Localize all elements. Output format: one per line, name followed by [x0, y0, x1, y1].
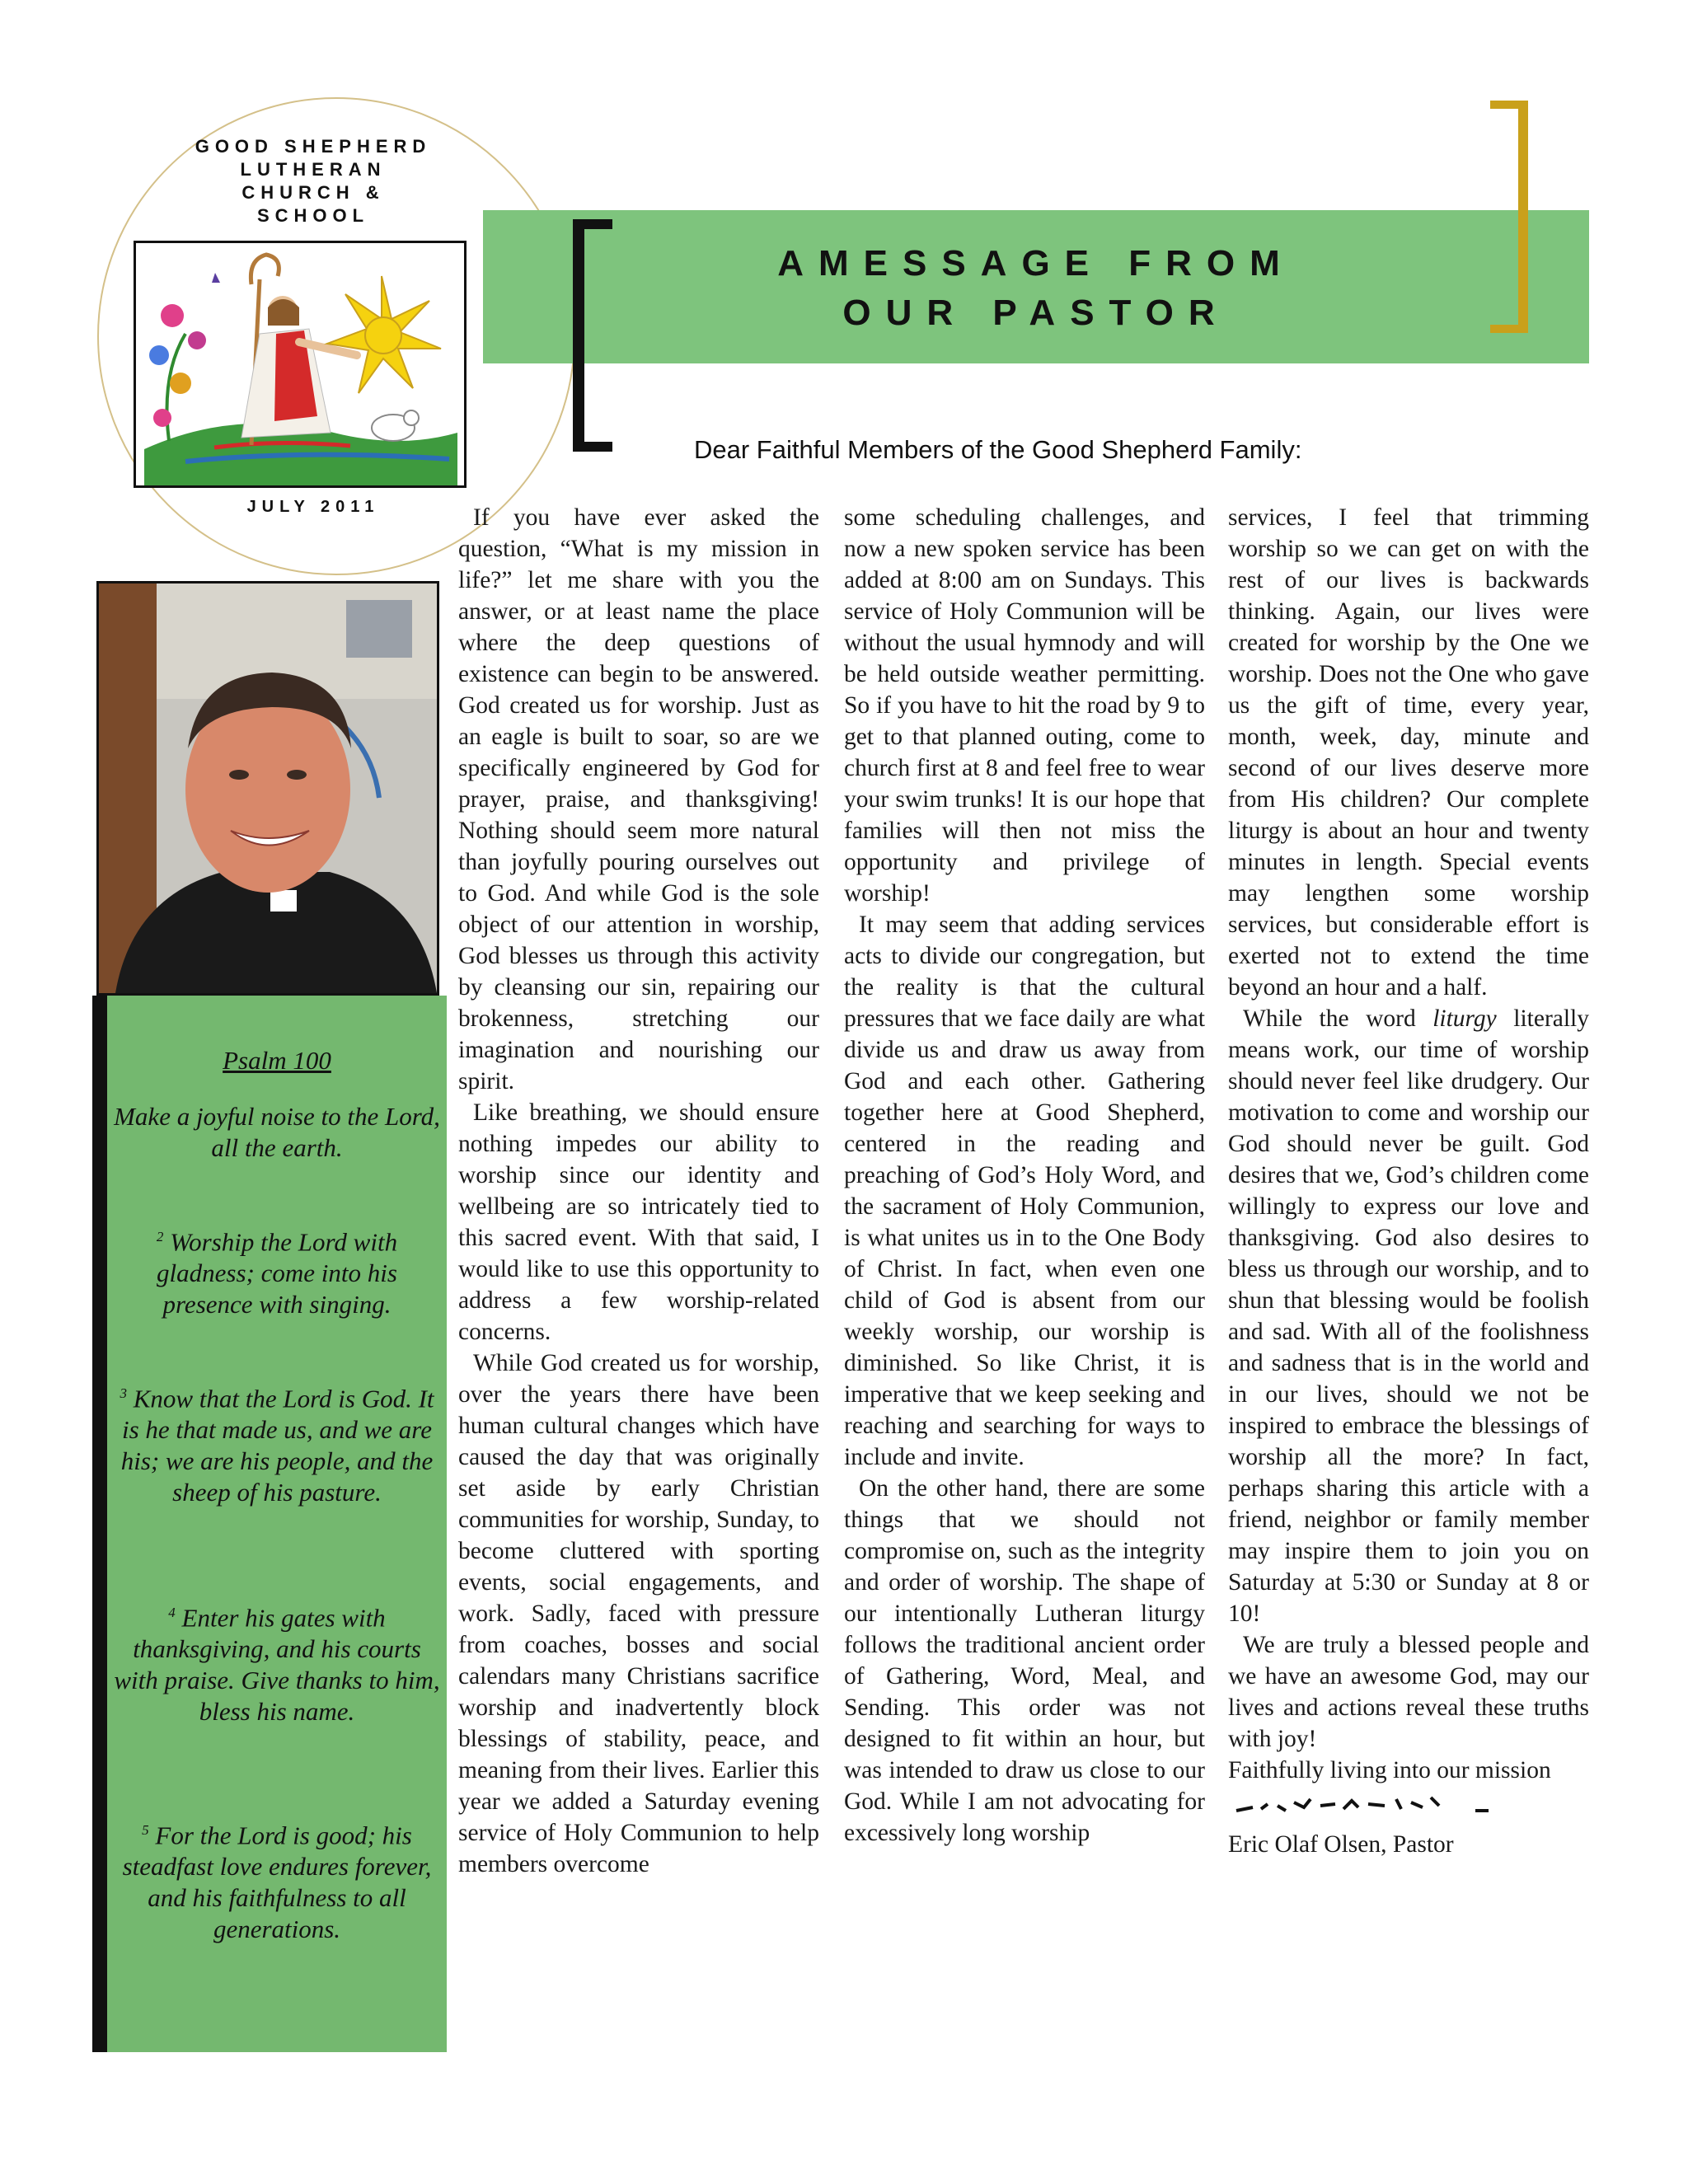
psalm-verse-2 — [114, 1221, 440, 1320]
greeting: Dear Faithful Members of the Good Shepherd Family: — [694, 435, 1302, 464]
pastor-signoff: Eric Olaf Olsen, Pastor — [1228, 1831, 1454, 1858]
verse-number: 2 — [156, 1229, 164, 1244]
left-bracket-ornament — [573, 219, 612, 452]
paragraph: It may seem that adding services acts to divide our congregation, but the reality is that the cultural pressures that we face daily are what divide us and draw us away from God and each other. Gathering together here at Good Shepherd, centered in the reading and preaching of God’s Holy Word, and the sacrament of Holy Communion, is what unites us in to the One Body of Christ. In fact, when even one child of God is absent from our weekly worship, our worship is diminished. So like Christ, it is imperative that we keep seeking and reaching and searching for ways to include and invite. — [844, 912, 1205, 1470]
verse-text: Enter his gates with thanksgiving, and his courts with praise. Give thanks to him, bless his name. — [114, 1603, 440, 1727]
psalm-verse-5 — [114, 1815, 440, 1945]
psalm-verse-4 — [114, 1597, 440, 1727]
psalm-verse-1 — [114, 1101, 440, 1164]
closing-line: Faithfully living into our mission — [1228, 1757, 1551, 1783]
verse-text: Know that the Lord is God. It is he that made us, and we are his; we are his people, and the sheep of his pasture. — [120, 1384, 434, 1507]
paragraph: services, I feel that trimming worship so we can get on with the rest of our lives is backwards thinking. Again, our lives were created for worship by the One we worship. Does not the One who gave us the gift of time, every year, month, week, day, minute and second of our lives deserve more from His children? Our complete liturgy is about an hour and twenty minutes in length. Special events may lengthen some worship services, but considerable effort is exerted not to extend the time beyond an hour and a half. — [1228, 504, 1589, 1001]
psalm-sidebar — [92, 996, 447, 2052]
verse-text: For the Lord is good; his steadfast love endures forever, and his faithfulness to all generations. — [122, 1821, 432, 1944]
article-column-2 — [844, 502, 1205, 1849]
psalm-verse-3 — [114, 1378, 440, 1508]
paragraph-text: literally means work, our time of worship should never feel like drudgery. Our motivation to come and worship our God should never be guilt. God desires that we, God’s children come willingly to express our love and thanksgiving. God also desires to bless us through our worship, and to shun that blessing would be foolish and sad. With all of the foolishness and sadness that is in the world and in our lives, should we not be inspired to embrace the blessings of worship all the more? In fact, perhaps sharing this article with a friend, neighbor or family member may inspire them to join you on Saturday at 5:30 or Sunday at 8 or 10! — [1228, 1005, 1590, 1627]
banner-title-line1: AMESSAGE FROM — [777, 243, 1295, 284]
paragraph: Like breathing, we should ensure nothing impedes our ability to worship since our identity and wellbeing are so intricately tied to this sacred event. With that said, I would like to use this opportunity to address a few worship-related concerns. — [458, 1099, 819, 1345]
paragraph-text: While the word — [1243, 1005, 1433, 1032]
right-bracket-ornament — [1490, 101, 1528, 333]
paragraph: If you have ever asked the question, “What is my mission in life?” let me share with you the answer, or at least name the place where the deep questions of existence can begin to be answered. God created us for worship. Just as an eagle is built to soar, so are we specifically engineered by God for prayer, praise, and thanksgiving! Nothing should seem more natural than joyfully pouring ourselves out to God. And while God is the sole object of our attention in worship, God blesses us through this activity by cleansing our sin, repairing our brokenness, stretching our imagination and nourishing our spirit. — [458, 504, 819, 1094]
verse-text: Worship the Lord with gladness; come into his presence with singing. — [157, 1227, 398, 1319]
banner-title — [483, 239, 1589, 338]
church-name: GOOD SHEPHERD LUTHERAN CHURCH & SCHOOL — [195, 136, 432, 226]
paragraph: some scheduling challenges, and now a new spoken service has been added at 8:00 am on Sundays. This service of Holy Communion will be without the usual hymnody and will be held outside weather permitting. So if you have to hit the road by 9 to get to that planned outing, come to church first at 8 and feel free to wear your swim trunks! It is our hope that families will then not miss the opportunity and privilege of worship! — [844, 504, 1205, 907]
article-column-1 — [458, 502, 819, 1880]
paragraph: We are truly a blessed people and we have an awesome God, may our lives and actions reveal these truths with joy! — [1228, 1632, 1589, 1752]
emphasis-liturgy: liturgy — [1432, 1005, 1497, 1032]
pastor-signature — [1228, 1789, 1525, 1817]
paragraph: While God created us for worship, over the years there have been human cultural changes which have caused the day that was originally set aside by early Christian communities for worship, Sunday, to become cluttered with sporting events, social engagements, and work. Sadly, faced with pressure from coaches, bosses and social calendars many Christians sacrifice worship and inadvertently block blessings of stability, peace, and meaning from their lives. Earlier this year we added a Saturday evening service of Holy Communion to help members overcome — [458, 1350, 819, 1877]
banner-title-line2: OUR PASTOR — [842, 293, 1230, 333]
issue-date: JULY 2011 — [246, 498, 380, 516]
verse-number: 5 — [142, 1822, 149, 1838]
paragraph: On the other hand, there are some things that we should not compromise on, such as the integrity and order of worship. The shape of our intentionally Lutheran liturgy follows the traditional ancient order of Gathering, Word, Meal, and Sending. This order was not designed to fit within an hour, but was intended to draw us close to our God. While I am not advocating for excessively long worship — [844, 1475, 1205, 1846]
verse-number: 3 — [120, 1385, 127, 1401]
verse-text: Make a joyful noise to the Lord, all the earth. — [114, 1102, 440, 1162]
verse-number: 4 — [168, 1605, 176, 1620]
psalm-title: Psalm 100 — [223, 1046, 331, 1075]
paragraph — [1228, 1003, 1589, 1629]
pastor-photo — [96, 581, 439, 996]
good-shepherd-logo — [134, 241, 467, 488]
article-column-3 — [1228, 502, 1589, 1860]
